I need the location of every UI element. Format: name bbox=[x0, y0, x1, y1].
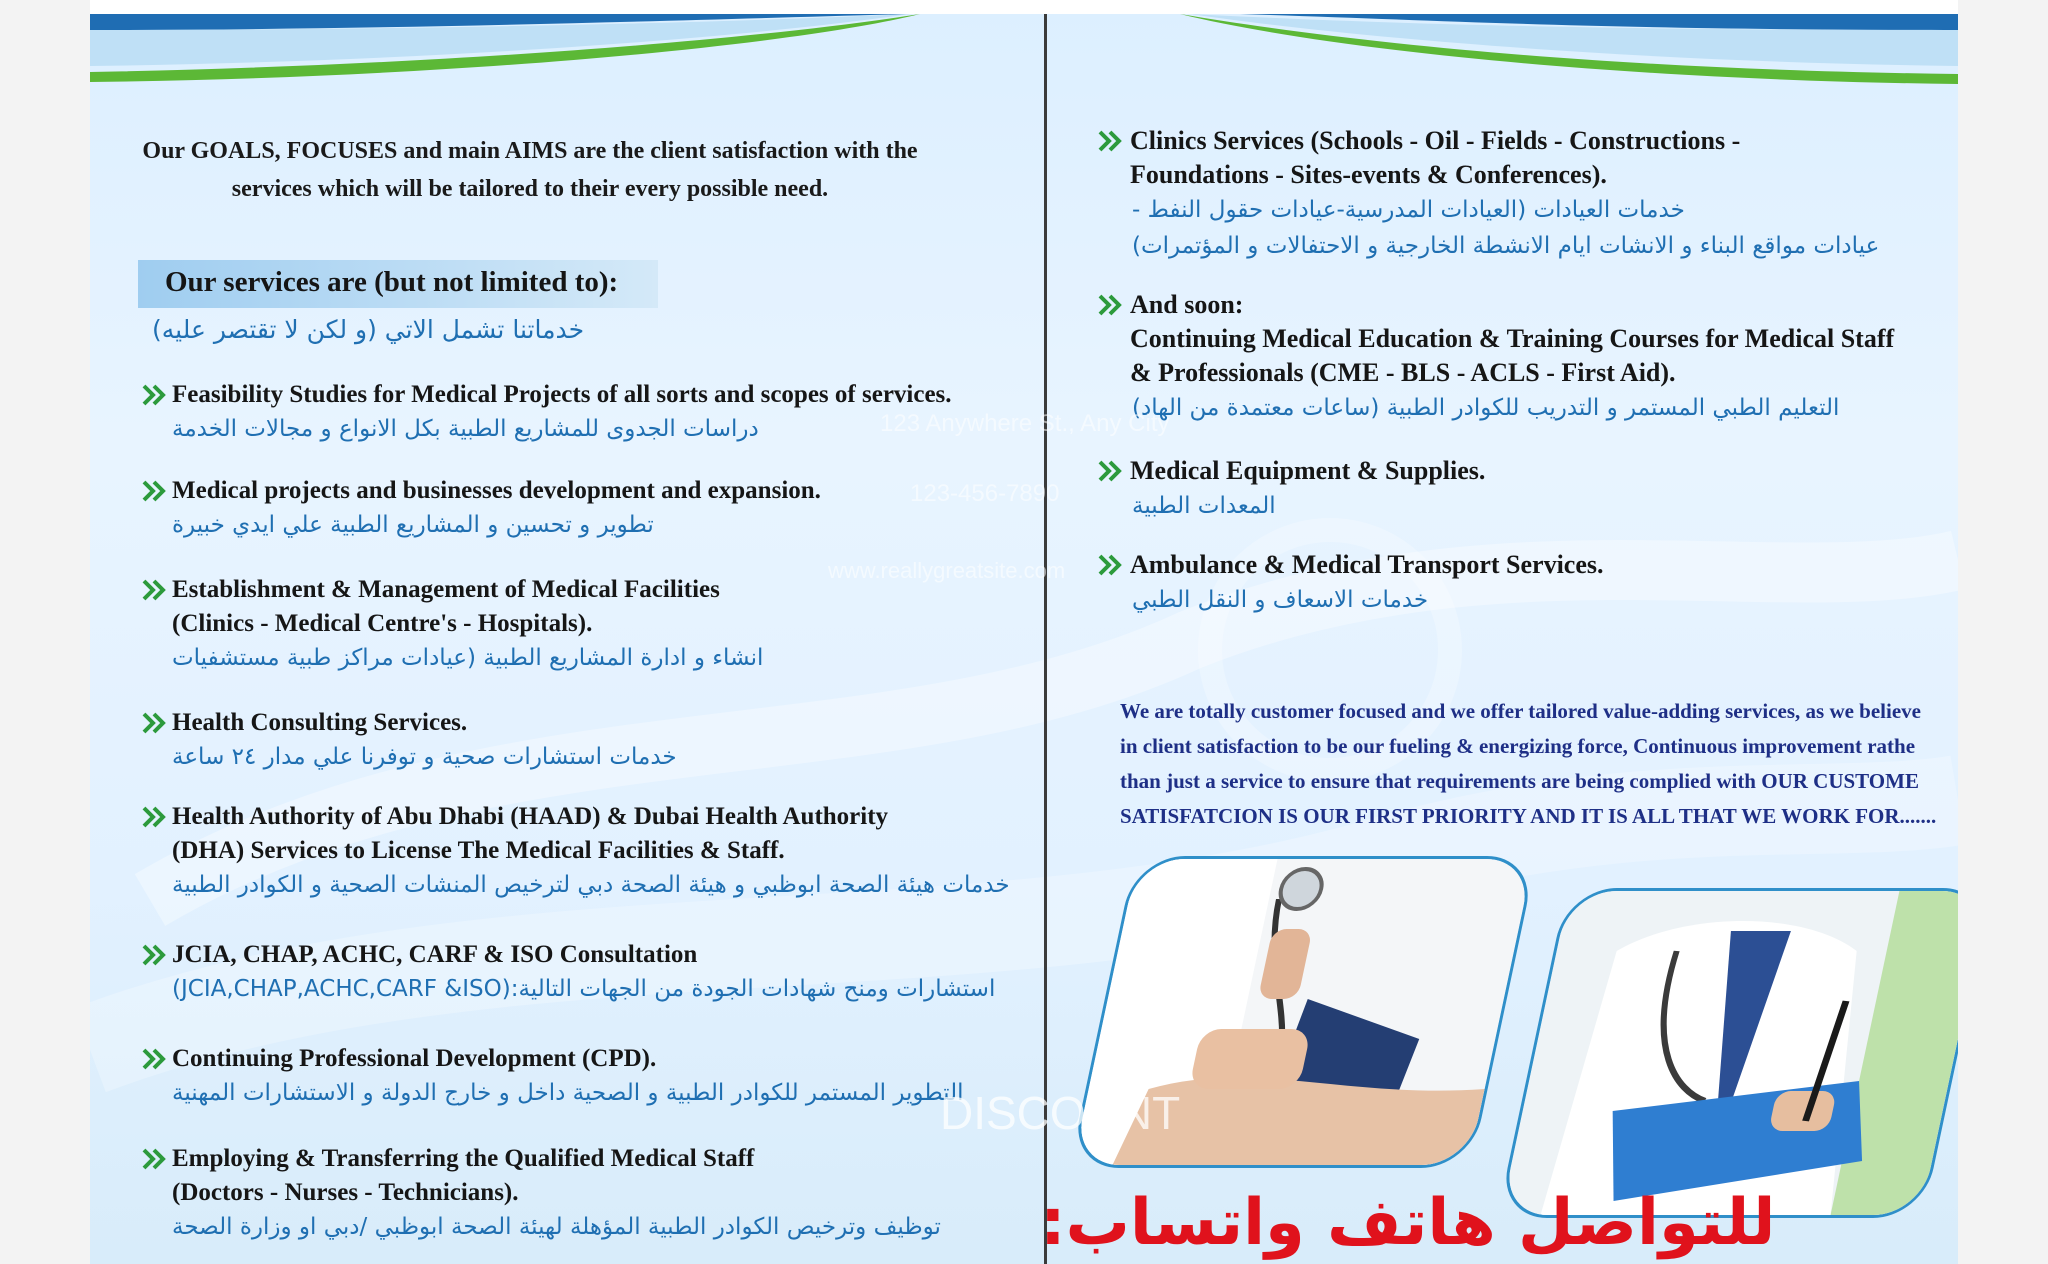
chevron-double-right-icon bbox=[1098, 130, 1126, 152]
service-title: Feasibility Studies for Medical Projects of all sorts and scopes of services. bbox=[172, 381, 952, 408]
watermark-address: 123 Anywhere St., Any City bbox=[880, 410, 1170, 437]
closing-paragraph bbox=[1120, 694, 1958, 834]
chevron-double-right-icon bbox=[142, 384, 170, 406]
service-title-arabic: خدمات هيئة الصحة ابوظبي و هيئة الصحة دبي لترخيص المنشات الصحية و الكوادر الطبية bbox=[172, 872, 1010, 898]
watermark-discount: DISCOUNT bbox=[940, 1087, 1181, 1139]
service-item bbox=[142, 938, 1122, 1006]
service-title-arabic: توظيف وترخيص الكوادر الطبية المؤهلة لهيئة الصحة ابوظبي /دبي او وزارة الصحة bbox=[172, 1214, 941, 1240]
service-item bbox=[1098, 454, 1958, 524]
service-title-arabic: خدمات العيادات (العيادات المدرسية-عيادات حقول النفط - bbox=[1132, 197, 1685, 223]
service-item bbox=[1098, 288, 1958, 426]
paragraph-line: than just a service to ensure that requirements are being complied with OUR CUSTOME bbox=[1120, 769, 1919, 793]
service-title-arabic: انشاء و ادارة المشاريع الطبية (عيادات مراكز طبية مستشفيات bbox=[172, 645, 764, 671]
services-heading: Our services are (but not limited to): bbox=[165, 266, 619, 298]
service-title: Employing & Transferring the Qualified Medical Staff (Doctors - Nurses - Technicians). bbox=[172, 1145, 755, 1206]
watermark-website: www.reallygreatsite.com bbox=[828, 558, 1066, 583]
header-wave bbox=[90, 0, 1958, 100]
service-title: Ambulance & Medical Transport Services. bbox=[1130, 550, 1604, 579]
intro-text bbox=[120, 132, 940, 208]
contact-heading: للتواصل هاتف واتساب: bbox=[1040, 1186, 1776, 1260]
services-heading-arabic: خدماتنا تشمل الاتي (و لكن لا تقتصر عليه) bbox=[152, 315, 585, 344]
service-title-arabic: عيادات مواقع البناء و الانشات ايام الانشطة الخارجية و الاحتفالات و المؤتمرات) bbox=[1132, 233, 1880, 259]
paragraph-line: We are totally customer focused and we offer tailored value-adding services, as we believe bbox=[1120, 699, 1921, 723]
intro-line-1: Our GOALS, FOCUSES and main AIMS are the client satisfaction with the bbox=[142, 138, 918, 164]
service-item bbox=[142, 1142, 1122, 1244]
service-title-arabic: المعدات الطبية bbox=[1132, 493, 1276, 519]
service-title: Continuing Professional Development (CPD). bbox=[172, 1045, 657, 1072]
service-title: And soon: Continuing Medical Education & Training Courses for Medical Staff & Professionals (CME - BLS - ACLS - First Aid). bbox=[1130, 290, 1895, 387]
service-item bbox=[142, 573, 1122, 675]
service-title: Establishment & Management of Medical Facilities (Clinics - Medical Centre's - Hospitals). bbox=[172, 576, 720, 637]
paragraph-line: SATISFATCION IS OUR FIRST PRIORITY AND IT IS ALL THAT WE WORK FOR....... bbox=[1120, 804, 1937, 828]
service-title-arabic: استشارات ومنح شهادات الجودة من الجهات التالية:(JCIA,CHAP,ACHC,CARF &ISO) bbox=[172, 976, 996, 1002]
paragraph-line: in client satisfaction to be our fueling & energizing force, Continuous improvement rathe bbox=[1120, 734, 1916, 758]
service-title: JCIA, CHAP, ACHC, CARF & ISO Consultation bbox=[172, 941, 698, 968]
chevron-double-right-icon bbox=[142, 480, 170, 502]
service-title: Medical Equipment & Supplies. bbox=[1130, 456, 1486, 485]
service-title: Health Consulting Services. bbox=[172, 709, 468, 736]
chevron-double-right-icon bbox=[142, 712, 170, 734]
service-title-arabic: خدمات الاسعاف و النقل الطبي bbox=[1132, 587, 1429, 613]
service-title: Clinics Services (Schools - Oil - Fields - Constructions - Foundations - Sites-events & Conferences). bbox=[1130, 126, 1741, 189]
service-title-arabic: دراسات الجدوى للمشاريع الطبية بكل الانواع و مجالات الخدمة bbox=[172, 416, 759, 442]
chevron-double-right-icon bbox=[1098, 460, 1126, 482]
service-title: Medical projects and businesses development and expansion. bbox=[172, 477, 821, 504]
service-title-arabic: تطوير و تحسين و المشاريع الطبية علي ايدي خبيرة bbox=[172, 512, 654, 538]
chevron-double-right-icon bbox=[142, 806, 170, 828]
brochure-page bbox=[90, 0, 1958, 1264]
service-item bbox=[142, 706, 1122, 774]
watermark-phone: 123-456-7890 bbox=[910, 480, 1060, 507]
intro-line-2: services which will be tailored to their every possible need. bbox=[231, 176, 829, 202]
chevron-double-right-icon bbox=[142, 1148, 170, 1170]
chevron-double-right-icon bbox=[142, 579, 170, 601]
service-title-arabic: التعليم الطبي المستمر و التدريب للكوادر الطبية (ساعات معتمدة من الهاد) bbox=[1132, 395, 1840, 421]
service-item bbox=[1098, 548, 1958, 618]
service-title-arabic: التطوير المستمر للكوادر الطبية و الصحية داخل و خارج الدولة و الاستشارات المهنية bbox=[172, 1080, 964, 1106]
doctor-clipboard-photo bbox=[1497, 888, 1958, 1218]
chevron-double-right-icon bbox=[1098, 294, 1126, 316]
chevron-double-right-icon bbox=[142, 944, 170, 966]
chevron-double-right-icon bbox=[1098, 554, 1126, 576]
service-item bbox=[1098, 124, 1958, 264]
service-item bbox=[142, 800, 1122, 902]
service-title-arabic: خدمات استشارات صحية و توفرنا علي مدار ٢٤ ساعة bbox=[172, 744, 677, 770]
chevron-double-right-icon bbox=[142, 1048, 170, 1070]
service-title: Health Authority of Abu Dhabi (HAAD) & Dubai Health Authority (DHA) Services to License The Medical Facilities & Staff. bbox=[172, 803, 889, 864]
